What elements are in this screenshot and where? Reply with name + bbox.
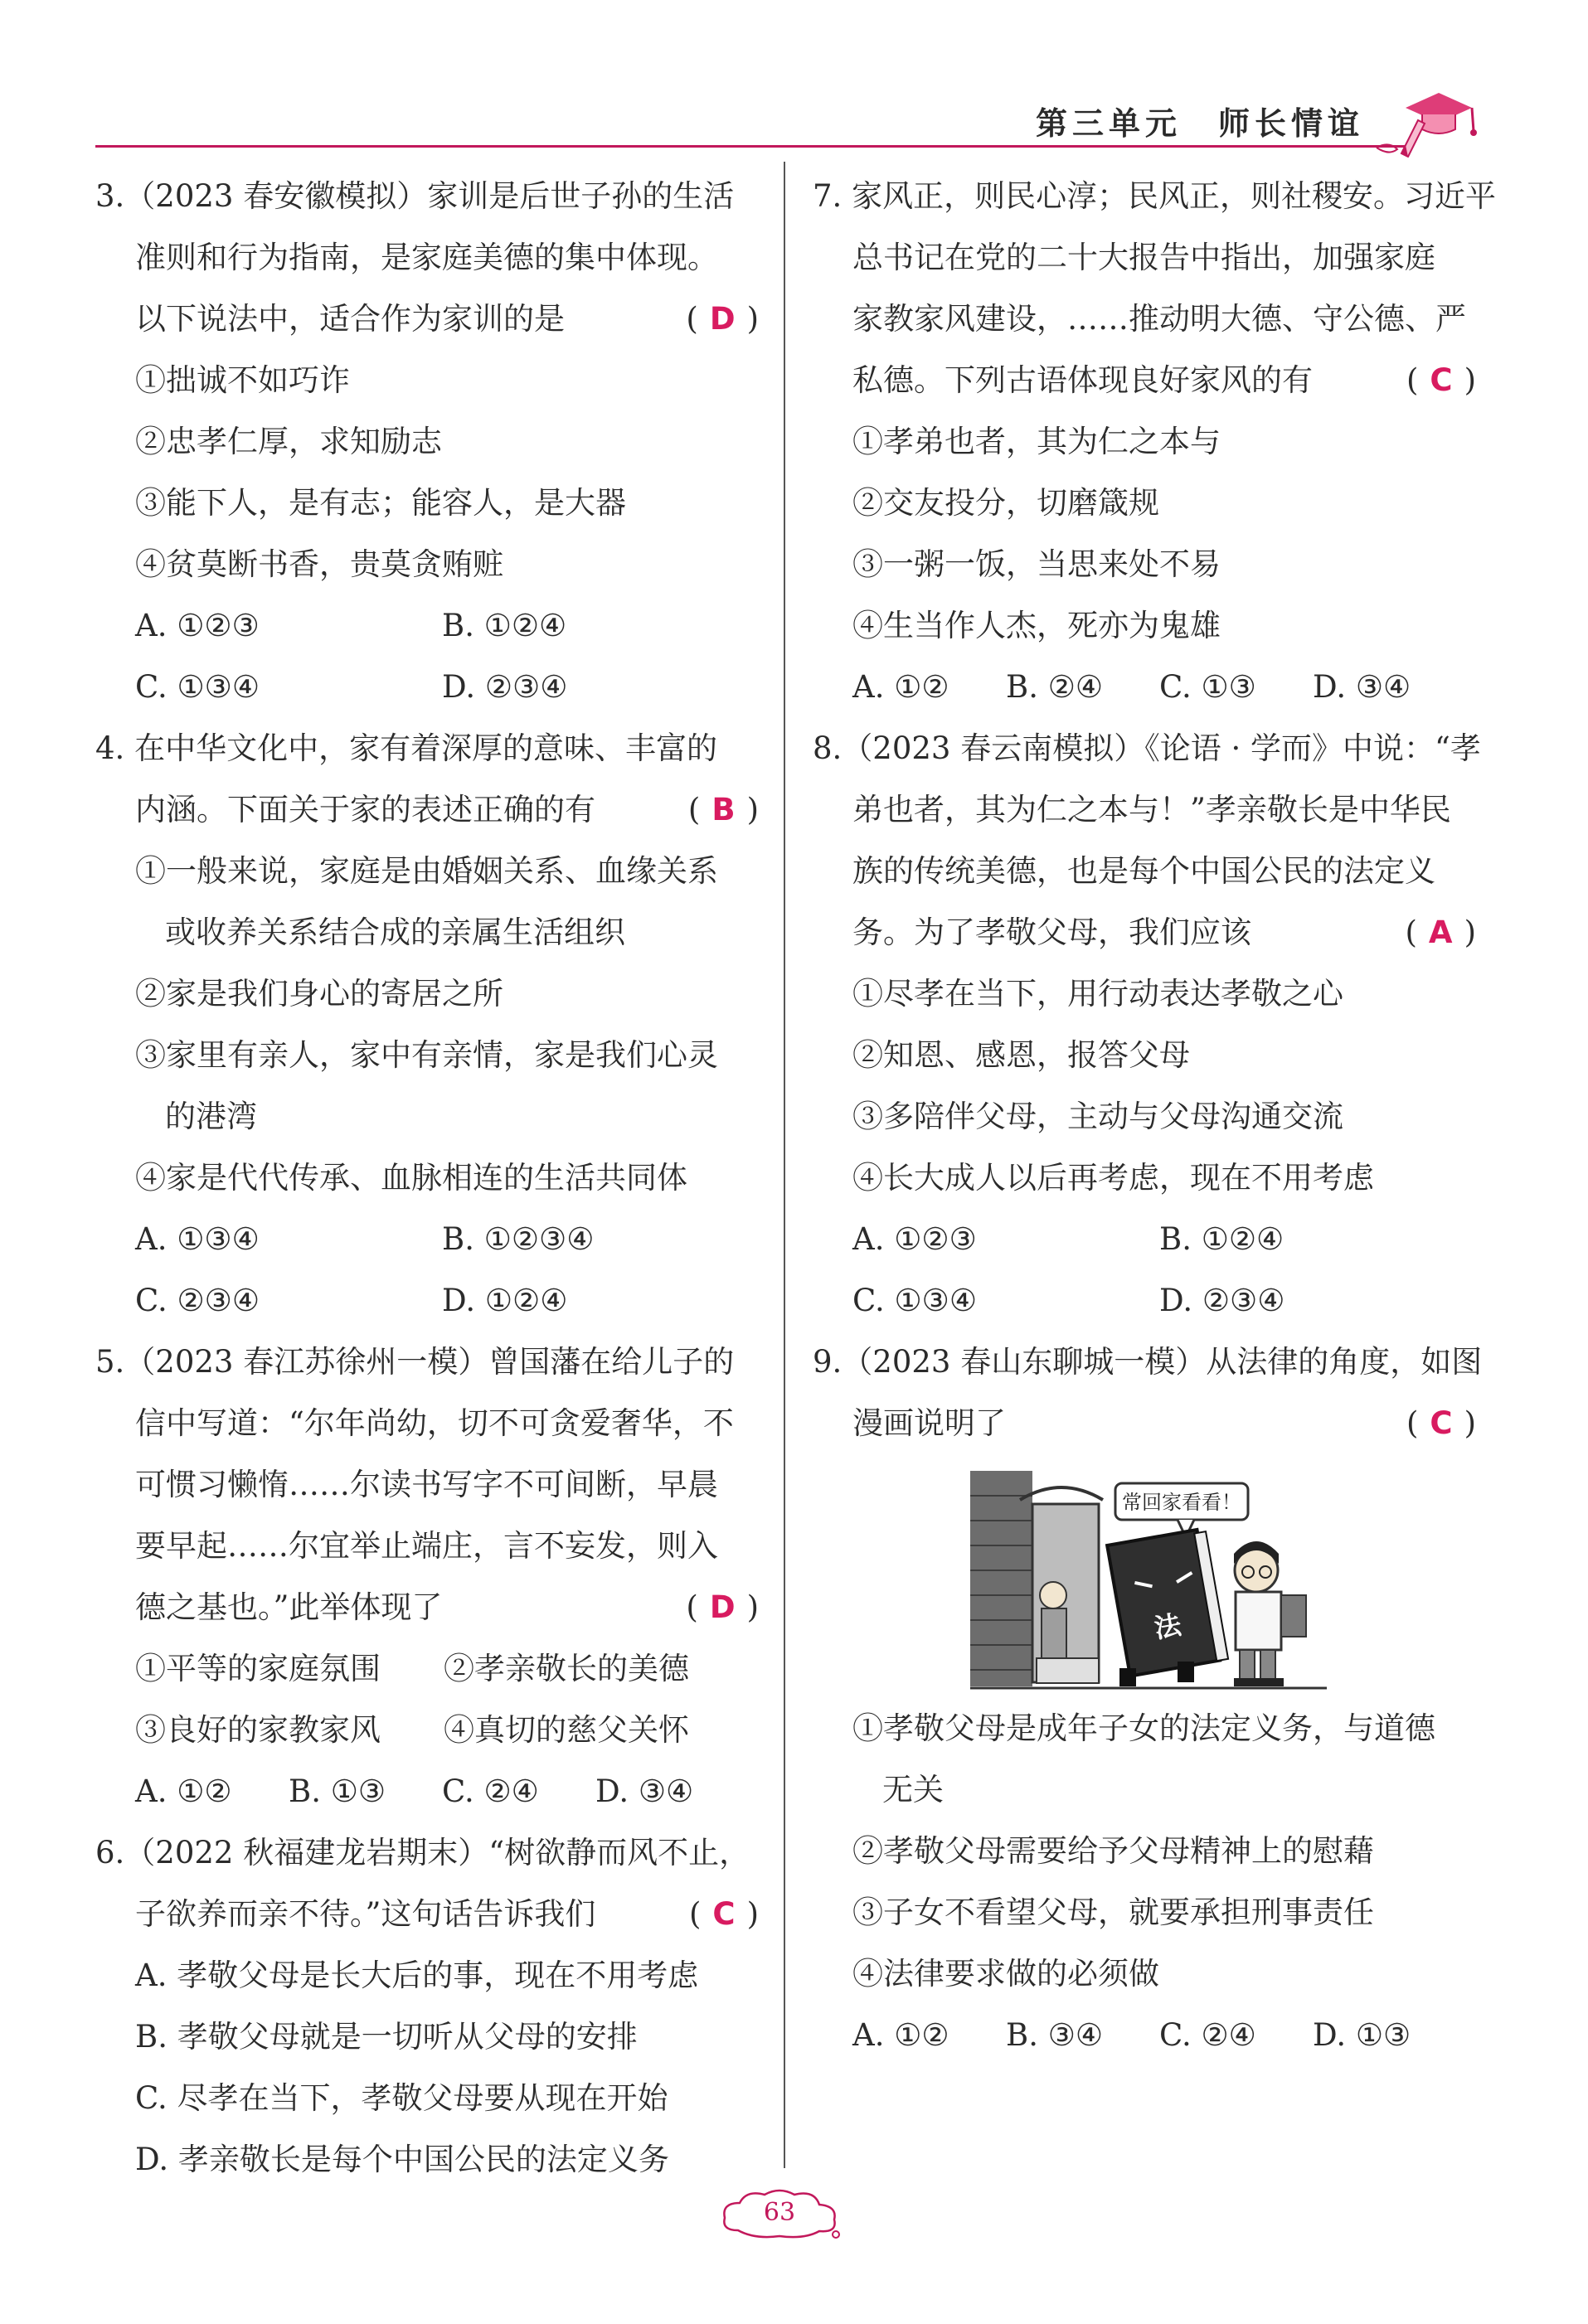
q7-answer-bracket: ( C ) <box>1406 362 1476 398</box>
q7-option: ④生当作人杰，死亦为鬼雄 <box>852 608 1221 643</box>
q7-choice-d: D. ③④ <box>1313 669 1411 705</box>
q5-stem-line: 信中写道：“尔年尚幼，切不可贪爱奢华，不 <box>135 1405 734 1441</box>
q8-choice-b: B. ①②④ <box>1159 1221 1284 1257</box>
q3-choice-a: A. ①②③ <box>135 608 260 643</box>
q4-answer: B <box>711 792 736 827</box>
q3-stem-line <box>95 289 759 350</box>
q4-option: ①一般来说，家庭是由婚姻关系、血缘关系 <box>135 853 718 889</box>
q3-option: ④贫莫断书香，贵莫贪贿赃 <box>135 546 503 582</box>
q8-choice-d: D. ②③④ <box>1159 1283 1285 1318</box>
q7-answer: C <box>1430 362 1453 398</box>
q9-choice-d: D. ①③ <box>1313 2017 1411 2053</box>
left-column <box>95 166 759 2191</box>
q9-stem-line: 9.（2023 春山东聊城一模）从法律的角度，如图 <box>813 1344 1483 1380</box>
q7-option: ①孝弟也者，其为仁之本与 <box>852 424 1221 459</box>
q5-options-row <box>95 1700 759 1761</box>
q5-choices-row <box>95 1761 759 1822</box>
right-column <box>813 166 1497 2066</box>
q6-stem-line: 6.（2022 秋福建龙岩期末）“树欲静而风不止， <box>95 1835 750 1870</box>
q3-option: ③能下人，是有志；能容人，是大器 <box>135 485 626 521</box>
q4-stem-text: 内涵。下面关于家的表述正确的有 <box>135 792 595 827</box>
q5-stem-line: 5.（2023 春江苏徐州一模）曾国藩在给儿子的 <box>95 1344 735 1380</box>
q5-stem-line: 可惯习懒惰……尔读书写字不可间断，早晨 <box>135 1467 718 1502</box>
q6-stem-line <box>95 1884 759 1945</box>
q4-option: ④家是代代传承、血脉相连的生活共同体 <box>135 1160 687 1196</box>
q7-choice-b: B. ②④ <box>1006 669 1104 705</box>
q7-stem-line: 家教家风建设，……推动明大德、守公德、严 <box>852 301 1466 337</box>
q6-stem-text: 子欲养而亲不待。”这句话告诉我们 <box>135 1896 596 1932</box>
q7-stem-line: 7. 家风正，则民心淳；民风正，则社稷安。习近平 <box>813 178 1497 214</box>
unit-title: 第三单元 师长情谊 <box>1035 105 1364 142</box>
q6-answer: C <box>712 1896 736 1932</box>
q9-choice-c: C. ②④ <box>1159 2017 1256 2053</box>
q3-choices-row <box>95 595 759 657</box>
page-number-badge <box>713 2185 846 2243</box>
q4-choice-a: A. ①③④ <box>135 1221 260 1257</box>
q8-answer-bracket: ( A ) <box>1405 915 1476 950</box>
header-rule <box>95 145 1406 148</box>
q5-option: ③良好的家教家风 <box>135 1712 381 1748</box>
q8-choices-row <box>813 1209 1476 1270</box>
q4-option: ②家是我们身心的寄居之所 <box>135 976 503 1012</box>
q3-choice-d: D. ②③④ <box>442 669 568 705</box>
q9-option: ②孝敬父母需要给予父母精神上的慰藉 <box>852 1833 1374 1869</box>
q8-stem-line: 族的传统美德，也是每个中国公民的法定义 <box>852 853 1435 889</box>
q9-stem-text: 漫画说明了 <box>852 1405 1006 1441</box>
q7-option: ②交友投分，切磨箴规 <box>852 485 1159 521</box>
q3-answer: D <box>709 301 736 337</box>
q3-stem-text: 以下说法中，适合作为家训的是 <box>135 301 565 337</box>
q5-choice-d: D. ③④ <box>595 1773 694 1809</box>
q4-choice-d: D. ①②④ <box>442 1283 568 1318</box>
q6-choice-c: C. 尽孝在当下，孝敬父母要从现在开始 <box>135 2080 668 2116</box>
q5-stem-line <box>95 1577 759 1638</box>
q6-choice-b: B. 孝敬父母就是一切听从父母的安排 <box>135 2019 638 2055</box>
q9-answer: C <box>1430 1405 1453 1441</box>
column-divider <box>784 162 785 2168</box>
q5-option: ②孝亲敬长的美德 <box>444 1651 689 1686</box>
q5-answer: D <box>709 1589 736 1625</box>
q9-choices-row <box>813 2005 1476 2066</box>
question-7 <box>813 166 1497 718</box>
q5-stem-line: 要早起……尔宜举止端庄，言不妄发，则入 <box>135 1528 718 1564</box>
pencil-mortarboard-icon <box>1372 83 1497 158</box>
question-5 <box>95 1332 759 1822</box>
q9-choice-b: B. ③④ <box>1006 2017 1104 2053</box>
q7-choices-row <box>813 657 1476 718</box>
q4-stem-line: 4. 在中华文化中，家有着深厚的意味、丰富的 <box>95 730 718 766</box>
q3-choice-b: B. ①②④ <box>442 608 567 643</box>
q8-stem-line <box>813 902 1476 963</box>
q4-stem-line <box>95 779 759 841</box>
q7-choice-c: C. ①③ <box>1159 669 1256 705</box>
q4-option: ③家里有亲人，家中有亲情，家是我们心灵 <box>135 1037 718 1073</box>
q9-option: ④法律要求做的必须做 <box>852 1956 1159 1992</box>
q5-choice-a: A. ①② <box>135 1773 232 1809</box>
q5-options-row <box>95 1638 759 1700</box>
q5-option: ①平等的家庭氛围 <box>135 1651 381 1686</box>
question-3 <box>95 166 759 718</box>
q6-answer-bracket: ( C ) <box>688 1896 759 1932</box>
q6-choice-d: D. 孝亲敬长是每个中国公民的法定义务 <box>135 2142 669 2177</box>
page-number: 63 <box>763 2198 796 2227</box>
q8-stem-line: 弟也者，其为仁之本与！”孝亲敬长是中华民 <box>852 792 1451 827</box>
q4-option-cont: 的港湾 <box>165 1099 257 1134</box>
law-cartoon-image <box>970 1471 1327 1695</box>
q5-choice-b: B. ①③ <box>289 1773 386 1809</box>
q3-stem-line: 准则和行为指南，是家庭美德的集中体现。 <box>135 240 718 275</box>
q3-choices-row <box>95 657 759 718</box>
q8-choice-a: A. ①②③ <box>852 1221 977 1257</box>
q5-option: ④真切的慈父关怀 <box>444 1712 689 1748</box>
q3-answer-bracket: ( D ) <box>686 301 759 337</box>
q8-stem-line: 8.（2023 春云南模拟）《论语 · 学而》中说：“孝 <box>813 730 1481 766</box>
q7-stem-line <box>813 350 1476 411</box>
q7-stem-text: 私德。下列古语体现良好家风的有 <box>852 362 1313 398</box>
q3-choice-c: C. ①③④ <box>135 669 260 705</box>
question-6 <box>95 1822 759 2191</box>
q8-option: ④长大成人以后再考虑，现在不用考虑 <box>852 1160 1374 1196</box>
q9-option-cont: 无关 <box>882 1772 944 1807</box>
q8-stem-text: 务。为了孝敬父母，我们应该 <box>852 915 1251 950</box>
q7-stem-line: 总书记在党的二十大报告中指出，加强家庭 <box>852 240 1435 275</box>
q3-stem-line: 3.（2023 春安徽模拟）家训是后世子孙的生活 <box>95 178 735 214</box>
page-header <box>95 83 1497 149</box>
q8-answer: A <box>1428 915 1453 950</box>
q9-answer-bracket: ( C ) <box>1406 1405 1476 1441</box>
q5-choice-c: C. ②④ <box>442 1773 539 1809</box>
q8-option: ③多陪伴父母，主动与父母沟通交流 <box>852 1099 1343 1134</box>
question-4 <box>95 718 759 1332</box>
cartoon-book-label: 法 <box>1152 1608 1184 1645</box>
q8-option: ①尽孝在当下，用行动表达孝敬之心 <box>852 976 1343 1012</box>
q7-option: ③一粥一饭，当思来处不易 <box>852 546 1221 582</box>
q4-option-cont: 或收养关系结合成的亲属生活组织 <box>165 915 625 950</box>
q5-stem-text: 德之基也。”此举体现了 <box>135 1589 443 1625</box>
question-8 <box>813 718 1481 1332</box>
q4-choice-c: C. ②③④ <box>135 1283 260 1318</box>
q8-choice-c: C. ①③④ <box>852 1283 978 1318</box>
q8-choices-row <box>813 1270 1476 1332</box>
q4-choices-row <box>95 1270 759 1332</box>
q9-option: ③子女不看望父母，就要承担刑事责任 <box>852 1895 1374 1930</box>
q3-option: ②忠孝仁厚，求知励志 <box>135 424 442 459</box>
q9-option: ①孝敬父母是成年子女的法定义务，与道德 <box>852 1710 1435 1746</box>
q5-answer-bracket: ( D ) <box>686 1589 759 1625</box>
cartoon-speech-text: 常回家看看！ <box>1122 1491 1241 1514</box>
q9-choice-a: A. ①② <box>852 2017 949 2053</box>
q9-stem-line <box>813 1393 1476 1454</box>
q4-choice-b: B. ①②③④ <box>442 1221 595 1257</box>
q4-choices-row <box>95 1209 759 1270</box>
q3-option: ①拙诚不如巧诈 <box>135 362 350 398</box>
question-9 <box>813 1332 1483 2066</box>
q4-answer-bracket: ( B ) <box>687 792 759 827</box>
q8-option: ②知恩、感恩，报答父母 <box>852 1037 1190 1073</box>
q7-choice-a: A. ①② <box>852 669 949 705</box>
q6-choice-a: A. 孝敬父母是长大后的事，现在不用考虑 <box>135 1958 699 1993</box>
